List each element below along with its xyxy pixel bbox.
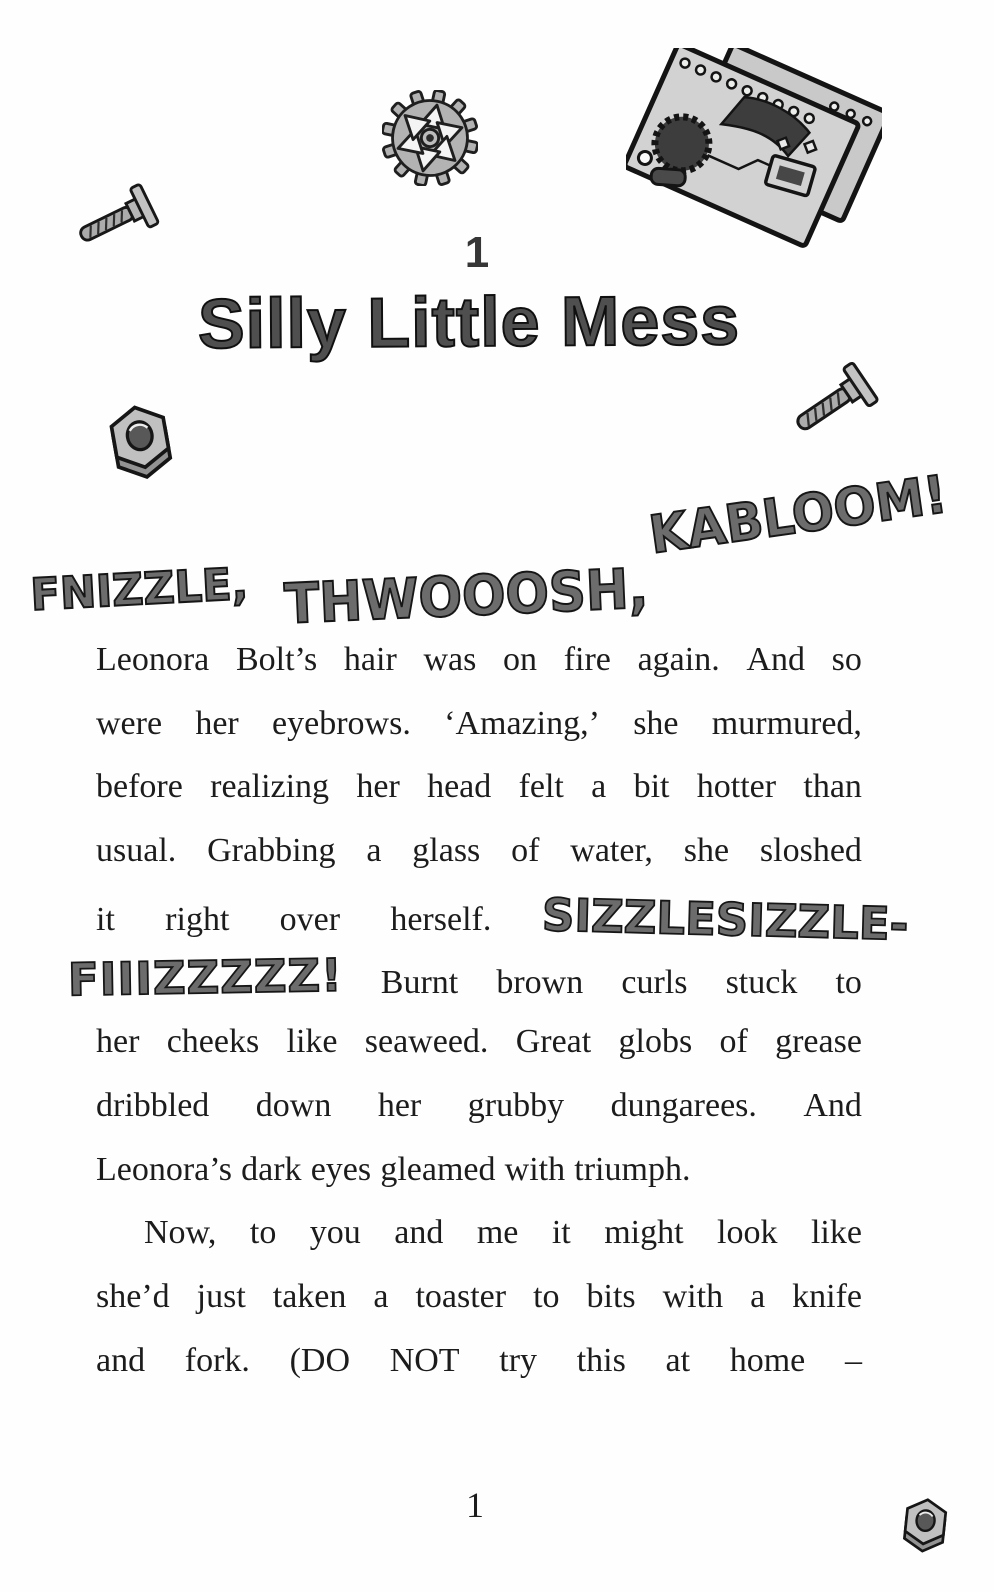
body-word: of	[511, 832, 540, 870]
gear-icon	[382, 90, 478, 186]
body-word: it	[96, 900, 115, 938]
body-word: a	[591, 768, 607, 806]
body-word: and	[394, 1214, 444, 1252]
body-word: to	[835, 964, 862, 1002]
body-word: seaweed.	[364, 1023, 489, 1061]
body-word: stuck	[725, 964, 798, 1002]
body-word: a	[750, 1277, 766, 1315]
body-word: hotter	[696, 768, 777, 806]
body-line	[96, 883, 909, 951]
body-word: Great	[515, 1023, 592, 1061]
body-word: usual.	[96, 832, 177, 870]
body-word: home	[729, 1341, 806, 1379]
chapter-number: 1	[464, 228, 490, 277]
body-word: like	[286, 1023, 338, 1061]
body-line	[96, 1265, 862, 1329]
body-word: cheeks	[166, 1023, 260, 1061]
body-word: was	[423, 641, 477, 678]
hex-nut-icon	[97, 396, 184, 490]
body-word: realizing	[210, 768, 330, 806]
body-word: dark	[241, 1150, 302, 1188]
body-word: and	[96, 1341, 146, 1379]
body-line	[96, 1329, 862, 1393]
body-word: down	[255, 1086, 332, 1124]
body-word: NOT	[389, 1341, 460, 1379]
body-word: of	[719, 1023, 748, 1061]
body-word: bits	[586, 1277, 636, 1315]
chapter-title: Silly Little Mess	[197, 281, 741, 363]
hex-nut-icon	[895, 1493, 955, 1558]
body-word: taken	[272, 1277, 347, 1315]
body-word: Burnt	[380, 964, 459, 1002]
body-word: gleamed	[380, 1150, 496, 1188]
body-word: Bolt’s	[235, 641, 318, 678]
body-word: it	[551, 1214, 571, 1252]
body-word: dungarees.	[610, 1086, 757, 1124]
body-word: than	[803, 768, 862, 806]
body-word: felt	[518, 768, 564, 806]
body-line	[96, 819, 862, 883]
body-word: at	[665, 1341, 691, 1379]
body-word: dribbled	[96, 1086, 210, 1124]
body-word: knife	[792, 1277, 862, 1315]
body-word: brown	[496, 964, 584, 1002]
body-word: Grabbing	[207, 832, 336, 870]
body-word: bit	[633, 768, 670, 806]
body-word: fire	[563, 641, 611, 678]
body-line	[96, 1201, 862, 1265]
body-word: to	[533, 1277, 560, 1315]
body-word: toaster	[415, 1277, 507, 1315]
body-word: like	[810, 1214, 862, 1252]
body-word: might	[604, 1214, 684, 1252]
body-word: again.	[637, 641, 720, 678]
body-word: head	[427, 768, 492, 806]
body-word: she	[633, 704, 679, 742]
body-word: Leonora	[96, 641, 210, 678]
body-word: herself.	[390, 900, 492, 938]
body-word: on	[503, 641, 538, 678]
body-word: water,	[570, 832, 653, 870]
sound-effect-word: KABLOOM!	[645, 464, 951, 566]
body-word: Now,	[144, 1214, 217, 1252]
body-word: curls	[621, 964, 688, 1002]
body-word: grubby	[467, 1086, 565, 1124]
bolt-icon	[781, 353, 892, 450]
body-word: with	[504, 1150, 566, 1188]
body-word: try	[499, 1341, 538, 1379]
body-word: a	[366, 832, 382, 870]
body-word: her	[96, 1023, 140, 1061]
body-word: look	[717, 1214, 778, 1252]
body-word: triumph.	[574, 1150, 691, 1188]
body-word: eyebrows.	[272, 704, 411, 742]
page-number: 1	[466, 1485, 484, 1525]
body-word: you	[309, 1214, 361, 1252]
body-word: right	[165, 900, 230, 938]
body-line	[96, 1074, 862, 1138]
body-word: –	[844, 1341, 862, 1379]
body-word: over	[279, 900, 341, 938]
body-word: me	[476, 1214, 519, 1252]
body-word: so	[831, 641, 862, 678]
body-word: before	[96, 768, 183, 806]
body-word: this	[576, 1341, 626, 1379]
body-word: were	[96, 704, 163, 742]
body-line	[67, 946, 862, 1010]
body-word: with	[662, 1277, 724, 1315]
body-word: she	[683, 832, 730, 870]
body-word: fork.	[184, 1341, 250, 1379]
body-word: ‘Amazing,’	[444, 704, 600, 742]
body-line	[96, 755, 862, 819]
body-word: her	[356, 768, 400, 806]
sound-effect-inline: SIZZLESIZZLE-	[541, 887, 909, 951]
body-word: grease	[775, 1023, 862, 1061]
sound-effect-word: THWOOOSH,	[283, 556, 650, 636]
body-text	[67, 628, 909, 1392]
body-word: glass	[412, 832, 481, 870]
body-word: just	[196, 1277, 246, 1315]
body-word: Leonora’s	[96, 1150, 232, 1188]
body-word: her	[195, 704, 239, 742]
body-word: she’d	[96, 1277, 170, 1315]
body-line	[96, 628, 862, 692]
body-word: hair	[343, 641, 397, 678]
body-line	[96, 1010, 862, 1074]
body-line	[96, 692, 862, 756]
body-word: sloshed	[759, 832, 862, 870]
body-word: eyes	[310, 1150, 372, 1188]
body-word: (DO	[289, 1341, 351, 1379]
body-line	[96, 1138, 862, 1202]
body-word: And	[803, 1086, 862, 1124]
body-word: to	[249, 1214, 277, 1252]
body-word: a	[373, 1277, 389, 1315]
body-word: globs	[618, 1023, 693, 1061]
body-word: her	[377, 1086, 422, 1124]
body-word: And	[746, 641, 805, 678]
sound-effect-inline: FIIIZZZZZ!	[67, 949, 344, 1007]
sound-effect-word: FNIZZLE,	[29, 558, 250, 621]
body-word: murmured,	[711, 704, 862, 742]
